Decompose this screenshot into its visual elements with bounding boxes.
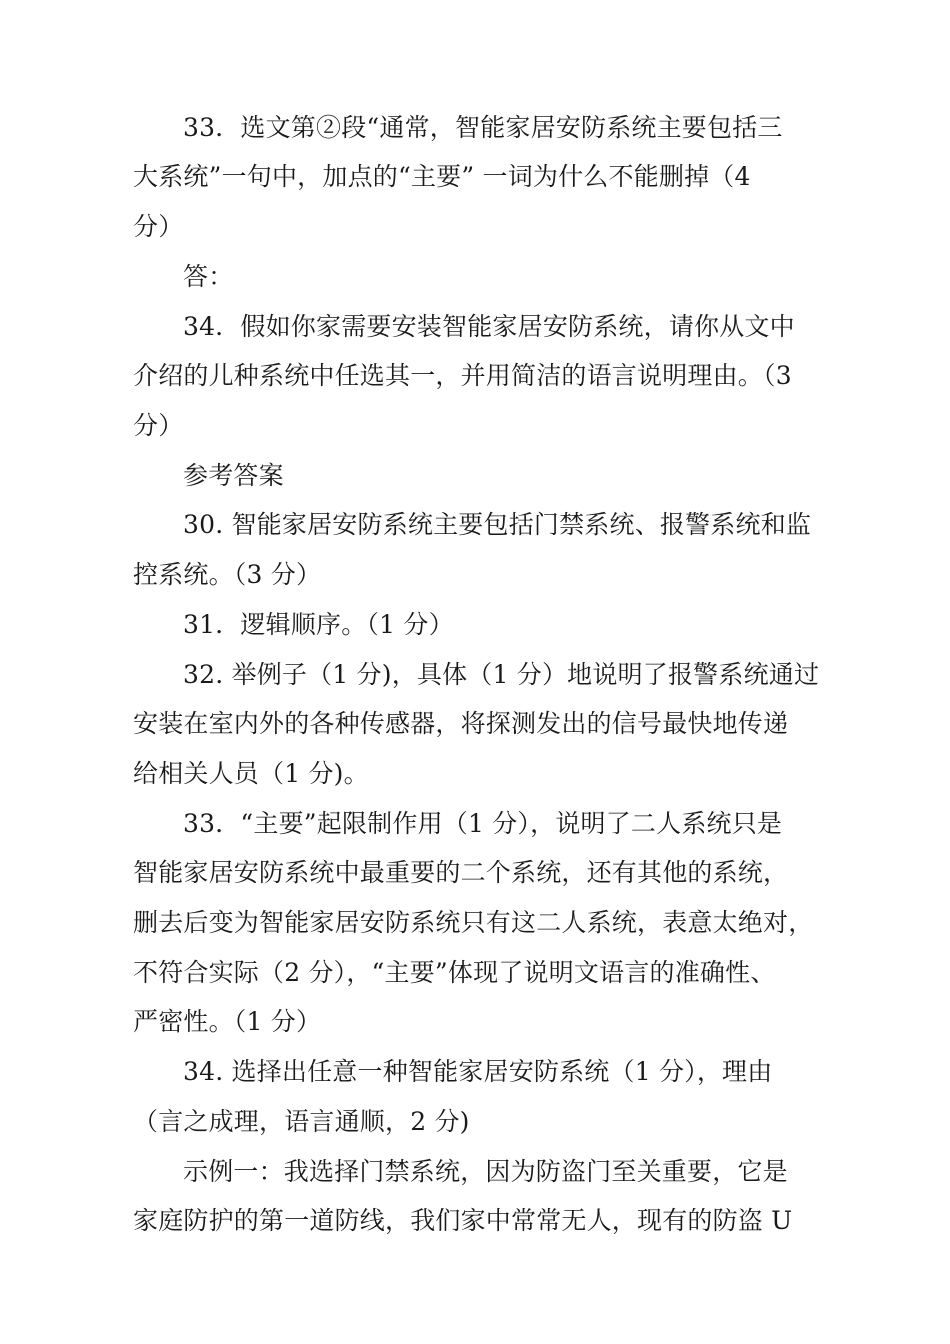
text-line-2: 大系统”一句中，加点的“主要” 一词为什么不能删掉（4	[133, 162, 751, 191]
text-line-17: 删去后变为智能家居安防系统只有这二人系统，表意太绝对，	[133, 908, 814, 937]
text-line-7: 分）	[133, 411, 184, 440]
text-line-19: 严密性。（1 分）	[133, 1007, 322, 1036]
text-line-1: 33．选文第②段“通常，智能家居安防系统主要包括三	[183, 113, 783, 142]
text-line-9: 30. 智能家居安防系统主要包括门禁系统、报警系统和监	[183, 510, 812, 539]
text-line-4: 答：	[183, 262, 234, 291]
text-line-22: 示例一：我选择门禁系统，因为防盗门至关重要，它是	[183, 1157, 788, 1186]
text-line-21: （言之成理，语言通顺，2 分)	[133, 1107, 470, 1136]
text-line-8: 参考答案	[183, 461, 284, 490]
text-line-5: 34．假如你家需要安装智能家居安防系统，请你从文中	[183, 312, 795, 341]
text-line-18: 不符合实际（2 分），“主要”体现了说明文语言的准确性、	[133, 958, 776, 987]
text-line-15: 33．“主要”起限制作用（1 分），说明了二人系统只是	[183, 809, 783, 838]
text-line-13: 安装在室内外的各种传感器，将探测发出的信号最快地传递	[133, 709, 789, 738]
text-line-14: 给相关人员（1 分)。	[133, 759, 369, 788]
text-line-11: 31．逻辑顺序。（1 分）	[183, 610, 454, 639]
text-line-10: 控系统。（3 分）	[133, 560, 322, 589]
text-line-23: 家庭防护的第一道防线，我们家中常常无人，现有的防盗 U	[133, 1206, 793, 1235]
text-line-20: 34. 选择出任意一种智能家居安防系统（1 分），理由	[183, 1057, 773, 1086]
text-line-6: 介绍的儿种系统中任选其一，并用简洁的语言说明理由。（3	[133, 361, 792, 390]
text-line-12: 32. 举例子（1 分)，具体（1 分）地说明了报警系统通过	[183, 660, 820, 689]
text-line-16: 智能家居安防系统中最重要的二个系统，还有其他的系统，	[133, 858, 789, 887]
text-line-3: 分）	[133, 212, 184, 241]
